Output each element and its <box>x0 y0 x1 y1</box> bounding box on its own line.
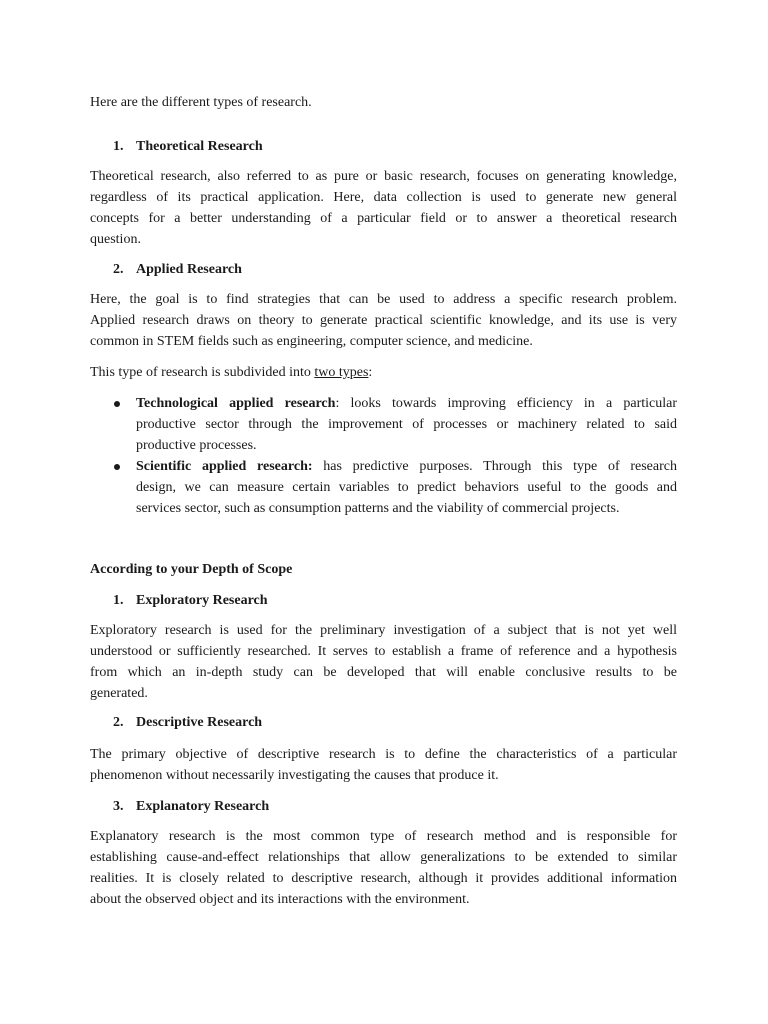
paragraph-line: Theoretical research, also referred to as pure or basic research, focuses on generating knowledge, <box>90 169 677 184</box>
intro-paragraph <box>90 92 677 113</box>
list-number: 3. <box>113 799 124 814</box>
list-number: 1. <box>113 139 124 154</box>
subdivision-punctuation: : <box>368 365 373 380</box>
paragraph-line: realities. It is closely related to descriptive research, although it provides additional information <box>90 871 677 886</box>
paragraph-line: understood or sufficiently researched. It serves to establish a frame of reference and a hypothesis <box>90 644 677 659</box>
bullet-line <box>136 393 677 414</box>
paragraph-line: generated. <box>90 686 148 701</box>
paragraph-line: The primary objective of descriptive research is to define the characteristics of a particular <box>90 747 677 762</box>
paragraph-line: Applied research draws on theory to generate practical scientific knowledge, and its use is very <box>90 313 677 328</box>
heading-text: Theoretical Research <box>136 139 263 154</box>
applied-research-heading <box>90 259 677 280</box>
bullet-term: Technological applied research <box>136 396 336 411</box>
bullet-point-icon <box>114 464 120 470</box>
section-heading-text: According to your Depth of Scope <box>90 562 293 577</box>
theoretical-research-heading <box>90 136 677 157</box>
paragraph-line: Exploratory research is used for the preliminary investigation of a subject that is not yet well <box>90 623 677 638</box>
heading-text: Applied Research <box>136 262 242 277</box>
bullet-line <box>136 456 677 477</box>
list-number: 2. <box>113 262 124 277</box>
exploratory-research-heading <box>90 590 677 611</box>
subdivision-text: This type of research is subdivided into <box>90 365 315 380</box>
explanatory-research-description <box>90 826 677 910</box>
bullet-item-technological <box>90 393 677 456</box>
paragraph-line: Here, the goal is to find strategies that can be used to address a specific research problem. <box>90 292 677 307</box>
paragraph-line: common in STEM fields such as engineering, computer science, and medicine. <box>90 334 533 349</box>
paragraph-line: Explanatory research is the most common type of research method and is responsible for <box>90 829 677 844</box>
bullet-text <box>136 456 677 519</box>
descriptive-research-heading <box>90 712 677 733</box>
bullet-line: design, we can measure certain variables to predict behaviors useful to the goods and <box>136 480 677 495</box>
paragraph-line: from which an in-depth study can be developed that will enable conclusive results to be <box>90 665 677 680</box>
heading-text: Descriptive Research <box>136 715 263 730</box>
exploratory-research-description <box>90 620 677 704</box>
bullet-line: productive sector through the improvement of processes or machinery related to said <box>136 417 677 432</box>
applied-research-types-list <box>90 393 677 519</box>
paragraph-line: question. <box>90 232 141 247</box>
descriptive-research-description <box>90 744 677 786</box>
bullet-definition: has predictive purposes. Through this type of research <box>312 459 677 474</box>
applied-research-description <box>90 289 677 352</box>
list-number: 1. <box>113 593 124 608</box>
paragraph-line: phenomenon without necessarily investigating the causes that produce it. <box>90 768 499 783</box>
list-number: 2. <box>113 715 124 730</box>
heading-text: Exploratory Research <box>136 593 268 608</box>
paragraph-line: regardless of its practical application. Here, data collection is used to generate new general <box>90 190 677 205</box>
bullet-term: Scientific applied research: <box>136 459 313 474</box>
bullet-text <box>136 393 677 456</box>
paragraph-line: concepts for a better understanding of a particular field or to answer a theoretical research <box>90 211 677 226</box>
bullet-definition: : looks towards improving efficiency in a particular <box>335 396 677 411</box>
heading-text: Explanatory Research <box>136 799 270 814</box>
paragraph-line: establishing cause-and-effect relationships that allow generalizations to be extended to similar <box>90 850 677 865</box>
bullet-point-icon <box>114 401 120 407</box>
subdivision-sentence <box>90 362 677 383</box>
bullet-line: productive processes. <box>136 438 257 453</box>
theoretical-research-description <box>90 166 677 250</box>
subdivision-paragraph <box>90 362 677 383</box>
two-types-link[interactable]: two types <box>314 365 369 380</box>
bullet-line: services sector, such as consumption patterns and the viability of commercial projects. <box>136 501 620 516</box>
depth-of-scope-heading <box>90 559 677 580</box>
intro-text: Here are the different types of research. <box>90 95 312 110</box>
paragraph-line: about the observed object and its interactions with the environment. <box>90 892 470 907</box>
explanatory-research-heading <box>90 796 677 817</box>
bullet-item-scientific <box>90 456 677 519</box>
